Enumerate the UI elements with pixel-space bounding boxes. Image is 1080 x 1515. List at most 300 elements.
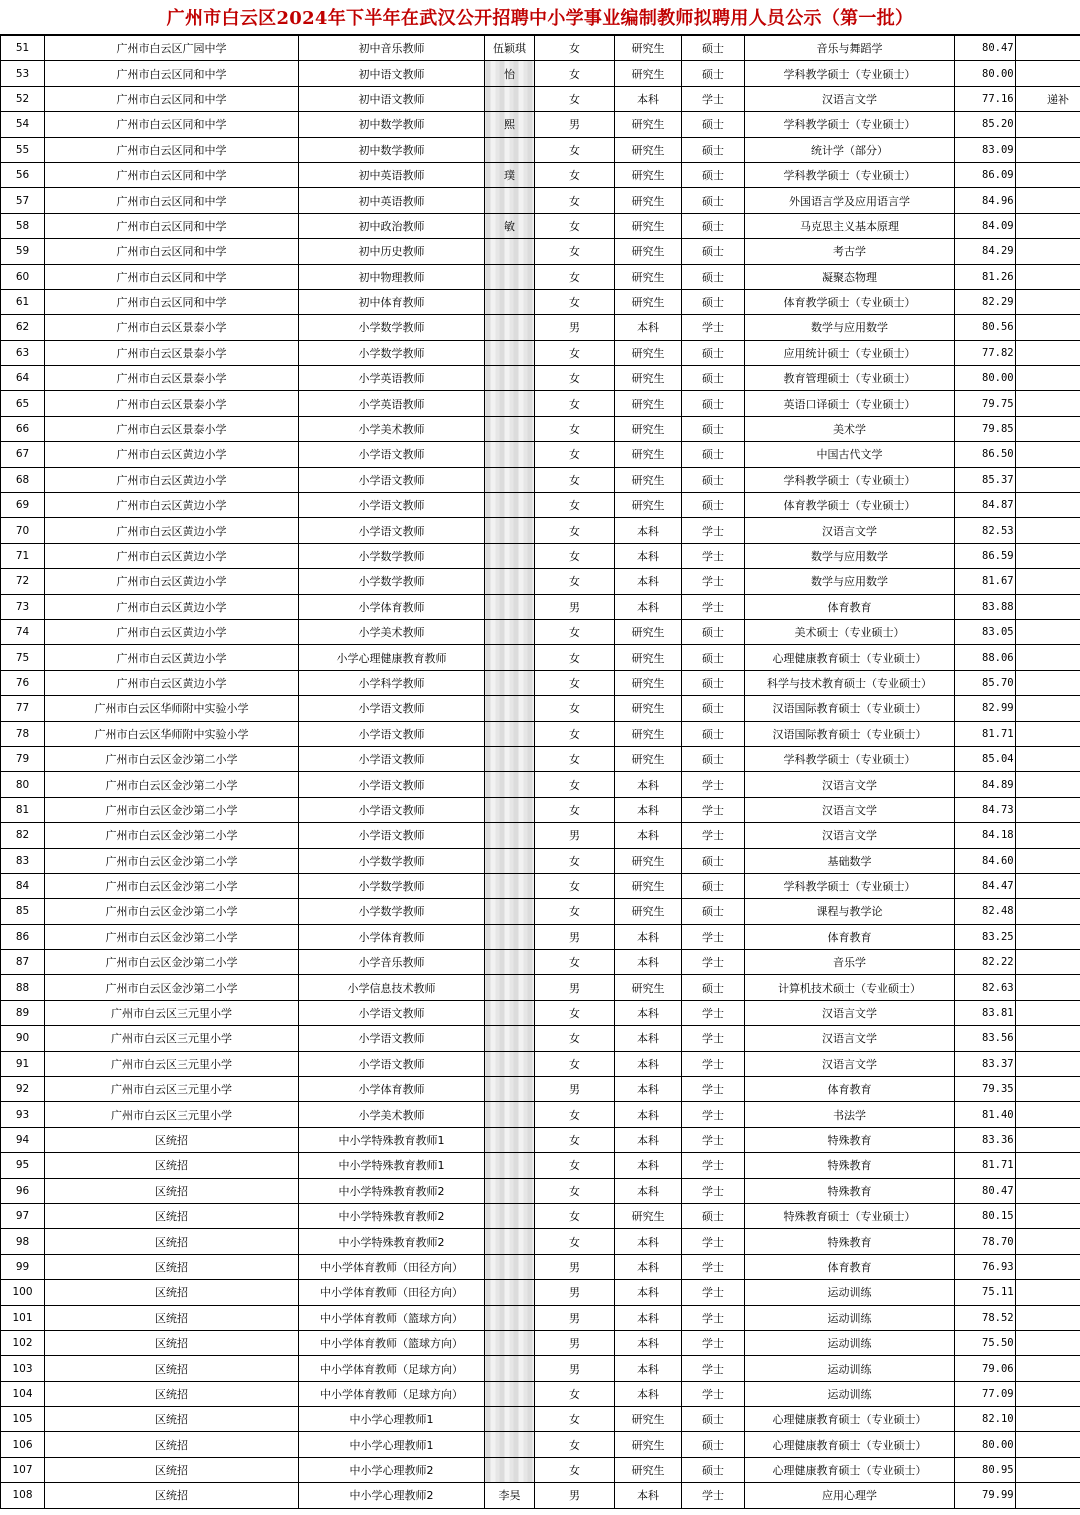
major: 中国古代文学 bbox=[745, 442, 955, 467]
remark bbox=[1016, 518, 1080, 543]
remark bbox=[1016, 239, 1080, 264]
major: 体育教学硕士（专业硕士） bbox=[745, 493, 955, 518]
candidate-name bbox=[485, 1330, 535, 1355]
degree: 学士 bbox=[682, 1153, 745, 1178]
major: 教育管理硕士（专业硕士） bbox=[745, 366, 955, 391]
gender: 女 bbox=[535, 340, 615, 365]
table-row bbox=[1, 594, 1080, 619]
candidate-name bbox=[485, 670, 535, 695]
school-name: 广州市白云区同和中学 bbox=[45, 137, 299, 162]
row-number: 68 bbox=[1, 467, 45, 492]
score: 85.04 bbox=[955, 746, 1016, 771]
major: 马克思主义基本原理 bbox=[745, 213, 955, 238]
major: 汉语言文学 bbox=[745, 518, 955, 543]
row-number: 95 bbox=[1, 1153, 45, 1178]
candidate-name bbox=[485, 899, 535, 924]
candidate-name bbox=[485, 188, 535, 213]
row-number: 93 bbox=[1, 1102, 45, 1127]
degree: 学士 bbox=[682, 772, 745, 797]
gender: 女 bbox=[535, 746, 615, 771]
score: 82.99 bbox=[955, 696, 1016, 721]
education-level: 研究生 bbox=[615, 213, 682, 238]
degree: 学士 bbox=[682, 594, 745, 619]
table-row bbox=[1, 772, 1080, 797]
row-number: 90 bbox=[1, 1026, 45, 1051]
position: 小学美术教师 bbox=[299, 1102, 485, 1127]
score: 83.09 bbox=[955, 137, 1016, 162]
table-row bbox=[1, 1000, 1080, 1025]
education-level: 研究生 bbox=[615, 1457, 682, 1482]
position: 小学音乐教师 bbox=[299, 950, 485, 975]
row-number: 72 bbox=[1, 569, 45, 594]
table-row bbox=[1, 366, 1080, 391]
candidate-name bbox=[485, 1432, 535, 1457]
gender: 女 bbox=[535, 899, 615, 924]
school-name: 广州市白云区黄边小学 bbox=[45, 594, 299, 619]
score: 85.20 bbox=[955, 112, 1016, 137]
education-level: 本科 bbox=[615, 594, 682, 619]
candidate-name bbox=[485, 975, 535, 1000]
major: 计算机技术硕士（专业硕士） bbox=[745, 975, 955, 1000]
score: 84.18 bbox=[955, 823, 1016, 848]
remark bbox=[1016, 1102, 1080, 1127]
school-name: 广州市白云区景泰小学 bbox=[45, 416, 299, 441]
remark bbox=[1016, 467, 1080, 492]
score: 80.47 bbox=[955, 1178, 1016, 1203]
education-level: 研究生 bbox=[615, 873, 682, 898]
education-level: 本科 bbox=[615, 1330, 682, 1355]
table-row bbox=[1, 924, 1080, 949]
school-name: 广州市白云区广园中学 bbox=[45, 36, 299, 61]
degree: 学士 bbox=[682, 1077, 745, 1102]
major: 心理健康教育硕士（专业硕士） bbox=[745, 1432, 955, 1457]
major: 心理健康教育硕士（专业硕士） bbox=[745, 1407, 955, 1432]
degree: 硕士 bbox=[682, 975, 745, 1000]
remark bbox=[1016, 188, 1080, 213]
education-level: 本科 bbox=[615, 1356, 682, 1381]
degree: 硕士 bbox=[682, 264, 745, 289]
remark bbox=[1016, 975, 1080, 1000]
education-level: 本科 bbox=[615, 797, 682, 822]
row-number: 81 bbox=[1, 797, 45, 822]
gender: 女 bbox=[535, 1026, 615, 1051]
major: 运动训练 bbox=[745, 1305, 955, 1330]
school-name: 广州市白云区金沙第二小学 bbox=[45, 848, 299, 873]
school-name: 广州市白云区黄边小学 bbox=[45, 493, 299, 518]
score: 86.59 bbox=[955, 543, 1016, 568]
major: 汉语言文学 bbox=[745, 823, 955, 848]
row-number: 73 bbox=[1, 594, 45, 619]
table-row bbox=[1, 1407, 1080, 1432]
position: 初中语文教师 bbox=[299, 86, 485, 111]
position: 小学心理健康教育教师 bbox=[299, 645, 485, 670]
major: 外国语言学及应用语言学 bbox=[745, 188, 955, 213]
gender: 女 bbox=[535, 518, 615, 543]
degree: 硕士 bbox=[682, 493, 745, 518]
major: 特殊教育 bbox=[745, 1127, 955, 1152]
education-level: 研究生 bbox=[615, 442, 682, 467]
major: 学科教学硕士（专业硕士） bbox=[745, 873, 955, 898]
candidate-name bbox=[485, 619, 535, 644]
position: 小学数学教师 bbox=[299, 873, 485, 898]
remark bbox=[1016, 721, 1080, 746]
degree: 学士 bbox=[682, 1381, 745, 1406]
candidate-name bbox=[485, 645, 535, 670]
remark bbox=[1016, 416, 1080, 441]
remark bbox=[1016, 1483, 1080, 1508]
major: 应用统计硕士（专业硕士） bbox=[745, 340, 955, 365]
position: 中小学特殊教育教师1 bbox=[299, 1153, 485, 1178]
row-number: 78 bbox=[1, 721, 45, 746]
gender: 女 bbox=[535, 467, 615, 492]
degree: 硕士 bbox=[682, 188, 745, 213]
row-number: 100 bbox=[1, 1280, 45, 1305]
position: 小学数学教师 bbox=[299, 543, 485, 568]
candidate-name bbox=[485, 391, 535, 416]
degree: 学士 bbox=[682, 1229, 745, 1254]
school-name: 区统招 bbox=[45, 1229, 299, 1254]
candidate-name bbox=[485, 137, 535, 162]
degree: 学士 bbox=[682, 1051, 745, 1076]
gender: 男 bbox=[535, 1483, 615, 1508]
position: 初中音乐教师 bbox=[299, 36, 485, 61]
education-level: 本科 bbox=[615, 1483, 682, 1508]
position: 小学语文教师 bbox=[299, 797, 485, 822]
table-row bbox=[1, 289, 1080, 314]
score: 82.22 bbox=[955, 950, 1016, 975]
row-number: 69 bbox=[1, 493, 45, 518]
row-number: 63 bbox=[1, 340, 45, 365]
education-level: 研究生 bbox=[615, 391, 682, 416]
degree: 学士 bbox=[682, 1330, 745, 1355]
remark bbox=[1016, 823, 1080, 848]
school-name: 广州市白云区同和中学 bbox=[45, 162, 299, 187]
degree: 硕士 bbox=[682, 61, 745, 86]
table-row bbox=[1, 1305, 1080, 1330]
table-row bbox=[1, 315, 1080, 340]
candidate-name bbox=[485, 569, 535, 594]
gender: 女 bbox=[535, 1153, 615, 1178]
candidate-name bbox=[485, 1026, 535, 1051]
candidate-name bbox=[485, 1051, 535, 1076]
candidate-name bbox=[485, 493, 535, 518]
candidate-name bbox=[485, 467, 535, 492]
school-name: 广州市白云区同和中学 bbox=[45, 86, 299, 111]
score: 83.37 bbox=[955, 1051, 1016, 1076]
school-name: 区统招 bbox=[45, 1280, 299, 1305]
degree: 学士 bbox=[682, 797, 745, 822]
remark bbox=[1016, 1000, 1080, 1025]
gender: 女 bbox=[535, 289, 615, 314]
education-level: 研究生 bbox=[615, 366, 682, 391]
gender: 女 bbox=[535, 86, 615, 111]
document-title: 广州市白云区2024年下半年在武汉公开招聘中小学事业编制教师拟聘用人员公示（第一批） bbox=[166, 8, 914, 29]
candidate-name bbox=[485, 86, 535, 111]
table-row bbox=[1, 1432, 1080, 1457]
position: 小学体育教师 bbox=[299, 1077, 485, 1102]
gender: 女 bbox=[535, 391, 615, 416]
education-level: 研究生 bbox=[615, 899, 682, 924]
score: 79.99 bbox=[955, 1483, 1016, 1508]
gender: 女 bbox=[535, 1000, 615, 1025]
score: 82.10 bbox=[955, 1407, 1016, 1432]
gender: 女 bbox=[535, 721, 615, 746]
major: 运动训练 bbox=[745, 1381, 955, 1406]
school-name: 广州市白云区同和中学 bbox=[45, 61, 299, 86]
score: 85.37 bbox=[955, 467, 1016, 492]
score: 80.00 bbox=[955, 61, 1016, 86]
position: 中小学心理教师2 bbox=[299, 1483, 485, 1508]
degree: 硕士 bbox=[682, 696, 745, 721]
degree: 硕士 bbox=[682, 899, 745, 924]
gender: 男 bbox=[535, 1280, 615, 1305]
position: 小学科学教师 bbox=[299, 670, 485, 695]
education-level: 研究生 bbox=[615, 239, 682, 264]
score: 81.71 bbox=[955, 1153, 1016, 1178]
gender: 男 bbox=[535, 1254, 615, 1279]
table-row bbox=[1, 823, 1080, 848]
table-row bbox=[1, 696, 1080, 721]
gender: 女 bbox=[535, 1127, 615, 1152]
table-row bbox=[1, 1127, 1080, 1152]
education-level: 研究生 bbox=[615, 493, 682, 518]
score: 83.88 bbox=[955, 594, 1016, 619]
major: 体育教育 bbox=[745, 1077, 955, 1102]
gender: 女 bbox=[535, 619, 615, 644]
score: 76.93 bbox=[955, 1254, 1016, 1279]
table-row bbox=[1, 543, 1080, 568]
major: 数学与应用数学 bbox=[745, 543, 955, 568]
score: 81.71 bbox=[955, 721, 1016, 746]
education-level: 本科 bbox=[615, 543, 682, 568]
education-level: 本科 bbox=[615, 1127, 682, 1152]
degree: 硕士 bbox=[682, 162, 745, 187]
position: 小学语文教师 bbox=[299, 1026, 485, 1051]
gender: 女 bbox=[535, 696, 615, 721]
degree: 学士 bbox=[682, 518, 745, 543]
remark bbox=[1016, 1432, 1080, 1457]
score: 88.06 bbox=[955, 645, 1016, 670]
score: 80.47 bbox=[955, 36, 1016, 61]
score: 81.26 bbox=[955, 264, 1016, 289]
education-level: 本科 bbox=[615, 1077, 682, 1102]
education-level: 研究生 bbox=[615, 340, 682, 365]
candidate-name bbox=[485, 1102, 535, 1127]
row-number: 88 bbox=[1, 975, 45, 1000]
remark bbox=[1016, 162, 1080, 187]
candidate-name bbox=[485, 594, 535, 619]
row-number: 94 bbox=[1, 1127, 45, 1152]
school-name: 广州市白云区同和中学 bbox=[45, 213, 299, 238]
remark bbox=[1016, 950, 1080, 975]
row-number: 107 bbox=[1, 1457, 45, 1482]
education-level: 研究生 bbox=[615, 416, 682, 441]
school-name: 广州市白云区三元里小学 bbox=[45, 1102, 299, 1127]
school-name: 区统招 bbox=[45, 1153, 299, 1178]
candidate-name bbox=[485, 1077, 535, 1102]
position: 小学语文教师 bbox=[299, 442, 485, 467]
major: 凝聚态物理 bbox=[745, 264, 955, 289]
gender: 男 bbox=[535, 594, 615, 619]
gender: 女 bbox=[535, 1102, 615, 1127]
row-number: 87 bbox=[1, 950, 45, 975]
position: 小学数学教师 bbox=[299, 848, 485, 873]
table-row bbox=[1, 1203, 1080, 1228]
table-row bbox=[1, 1457, 1080, 1482]
candidate-name bbox=[485, 721, 535, 746]
remark bbox=[1016, 442, 1080, 467]
gender: 男 bbox=[535, 1077, 615, 1102]
remark bbox=[1016, 1203, 1080, 1228]
gender: 女 bbox=[535, 950, 615, 975]
score: 83.05 bbox=[955, 619, 1016, 644]
remark bbox=[1016, 569, 1080, 594]
degree: 硕士 bbox=[682, 112, 745, 137]
position: 中小学体育教师（足球方向） bbox=[299, 1381, 485, 1406]
remark bbox=[1016, 670, 1080, 695]
score: 77.16 bbox=[955, 86, 1016, 111]
table-row bbox=[1, 442, 1080, 467]
education-level: 本科 bbox=[615, 1229, 682, 1254]
score: 82.29 bbox=[955, 289, 1016, 314]
position: 初中英语教师 bbox=[299, 188, 485, 213]
remark bbox=[1016, 1407, 1080, 1432]
school-name: 广州市白云区金沙第二小学 bbox=[45, 924, 299, 949]
table-row bbox=[1, 340, 1080, 365]
major: 特殊教育 bbox=[745, 1153, 955, 1178]
row-number: 61 bbox=[1, 289, 45, 314]
major: 基础数学 bbox=[745, 848, 955, 873]
degree: 硕士 bbox=[682, 848, 745, 873]
education-level: 研究生 bbox=[615, 188, 682, 213]
candidate-name bbox=[485, 1381, 535, 1406]
row-number: 51 bbox=[1, 36, 45, 61]
row-number: 102 bbox=[1, 1330, 45, 1355]
school-name: 区统招 bbox=[45, 1381, 299, 1406]
candidate-name: 伍颖琪 bbox=[485, 36, 535, 61]
school-name: 广州市白云区景泰小学 bbox=[45, 340, 299, 365]
school-name: 广州市白云区黄边小学 bbox=[45, 543, 299, 568]
remark bbox=[1016, 1254, 1080, 1279]
gender: 女 bbox=[535, 569, 615, 594]
gender: 女 bbox=[535, 1203, 615, 1228]
table-row bbox=[1, 873, 1080, 898]
gender: 女 bbox=[535, 1407, 615, 1432]
major: 科学与技术教育硕士（专业硕士） bbox=[745, 670, 955, 695]
row-number: 106 bbox=[1, 1432, 45, 1457]
candidate-name bbox=[485, 797, 535, 822]
school-name: 区统招 bbox=[45, 1127, 299, 1152]
school-name: 广州市白云区同和中学 bbox=[45, 112, 299, 137]
position: 小学数学教师 bbox=[299, 569, 485, 594]
remark bbox=[1016, 112, 1080, 137]
major: 考古学 bbox=[745, 239, 955, 264]
position: 中小学特殊教育教师2 bbox=[299, 1203, 485, 1228]
gender: 男 bbox=[535, 315, 615, 340]
gender: 女 bbox=[535, 1381, 615, 1406]
school-name: 区统招 bbox=[45, 1330, 299, 1355]
school-name: 广州市白云区金沙第二小学 bbox=[45, 975, 299, 1000]
remark bbox=[1016, 1381, 1080, 1406]
candidate-name bbox=[485, 1457, 535, 1482]
score: 77.09 bbox=[955, 1381, 1016, 1406]
position: 中小学体育教师（田径方向） bbox=[299, 1280, 485, 1305]
school-name: 广州市白云区黄边小学 bbox=[45, 670, 299, 695]
school-name: 广州市白云区同和中学 bbox=[45, 188, 299, 213]
major: 特殊教育 bbox=[745, 1229, 955, 1254]
school-name: 广州市白云区华师附中实验小学 bbox=[45, 721, 299, 746]
school-name: 广州市白云区华师附中实验小学 bbox=[45, 696, 299, 721]
remark bbox=[1016, 493, 1080, 518]
gender: 女 bbox=[535, 670, 615, 695]
score: 79.06 bbox=[955, 1356, 1016, 1381]
remark bbox=[1016, 61, 1080, 86]
table-row bbox=[1, 1229, 1080, 1254]
position: 中小学心理教师1 bbox=[299, 1407, 485, 1432]
remark bbox=[1016, 366, 1080, 391]
position: 小学语文教师 bbox=[299, 1051, 485, 1076]
position: 初中历史教师 bbox=[299, 239, 485, 264]
table-row bbox=[1, 1280, 1080, 1305]
degree: 硕士 bbox=[682, 1407, 745, 1432]
major: 数学与应用数学 bbox=[745, 315, 955, 340]
row-number: 84 bbox=[1, 873, 45, 898]
degree: 硕士 bbox=[682, 721, 745, 746]
position: 小学美术教师 bbox=[299, 416, 485, 441]
row-number: 98 bbox=[1, 1229, 45, 1254]
remark bbox=[1016, 924, 1080, 949]
table-row bbox=[1, 137, 1080, 162]
degree: 硕士 bbox=[682, 1432, 745, 1457]
position: 初中语文教师 bbox=[299, 61, 485, 86]
remark bbox=[1016, 1077, 1080, 1102]
school-name: 广州市白云区黄边小学 bbox=[45, 442, 299, 467]
row-number: 82 bbox=[1, 823, 45, 848]
gender: 女 bbox=[535, 848, 615, 873]
gender: 女 bbox=[535, 61, 615, 86]
score: 84.29 bbox=[955, 239, 1016, 264]
major: 体育教学硕士（专业硕士） bbox=[745, 289, 955, 314]
table-row bbox=[1, 61, 1080, 86]
table-row bbox=[1, 619, 1080, 644]
degree: 硕士 bbox=[682, 746, 745, 771]
education-level: 本科 bbox=[615, 1026, 682, 1051]
candidate-name bbox=[485, 442, 535, 467]
degree: 学士 bbox=[682, 950, 745, 975]
remark bbox=[1016, 1178, 1080, 1203]
table-row bbox=[1, 848, 1080, 873]
degree: 硕士 bbox=[682, 289, 745, 314]
remark bbox=[1016, 1457, 1080, 1482]
candidate-name: 怡 bbox=[485, 61, 535, 86]
major: 学科教学硕士（专业硕士） bbox=[745, 162, 955, 187]
school-name: 广州市白云区同和中学 bbox=[45, 239, 299, 264]
row-number: 89 bbox=[1, 1000, 45, 1025]
score: 84.87 bbox=[955, 493, 1016, 518]
row-number: 92 bbox=[1, 1077, 45, 1102]
degree: 硕士 bbox=[682, 619, 745, 644]
remark bbox=[1016, 1229, 1080, 1254]
row-number: 99 bbox=[1, 1254, 45, 1279]
major: 运动训练 bbox=[745, 1280, 955, 1305]
score: 81.40 bbox=[955, 1102, 1016, 1127]
school-name: 广州市白云区金沙第二小学 bbox=[45, 746, 299, 771]
table-row bbox=[1, 467, 1080, 492]
education-level: 本科 bbox=[615, 86, 682, 111]
candidate-name bbox=[485, 1000, 535, 1025]
candidate-name bbox=[485, 366, 535, 391]
gender: 女 bbox=[535, 1051, 615, 1076]
